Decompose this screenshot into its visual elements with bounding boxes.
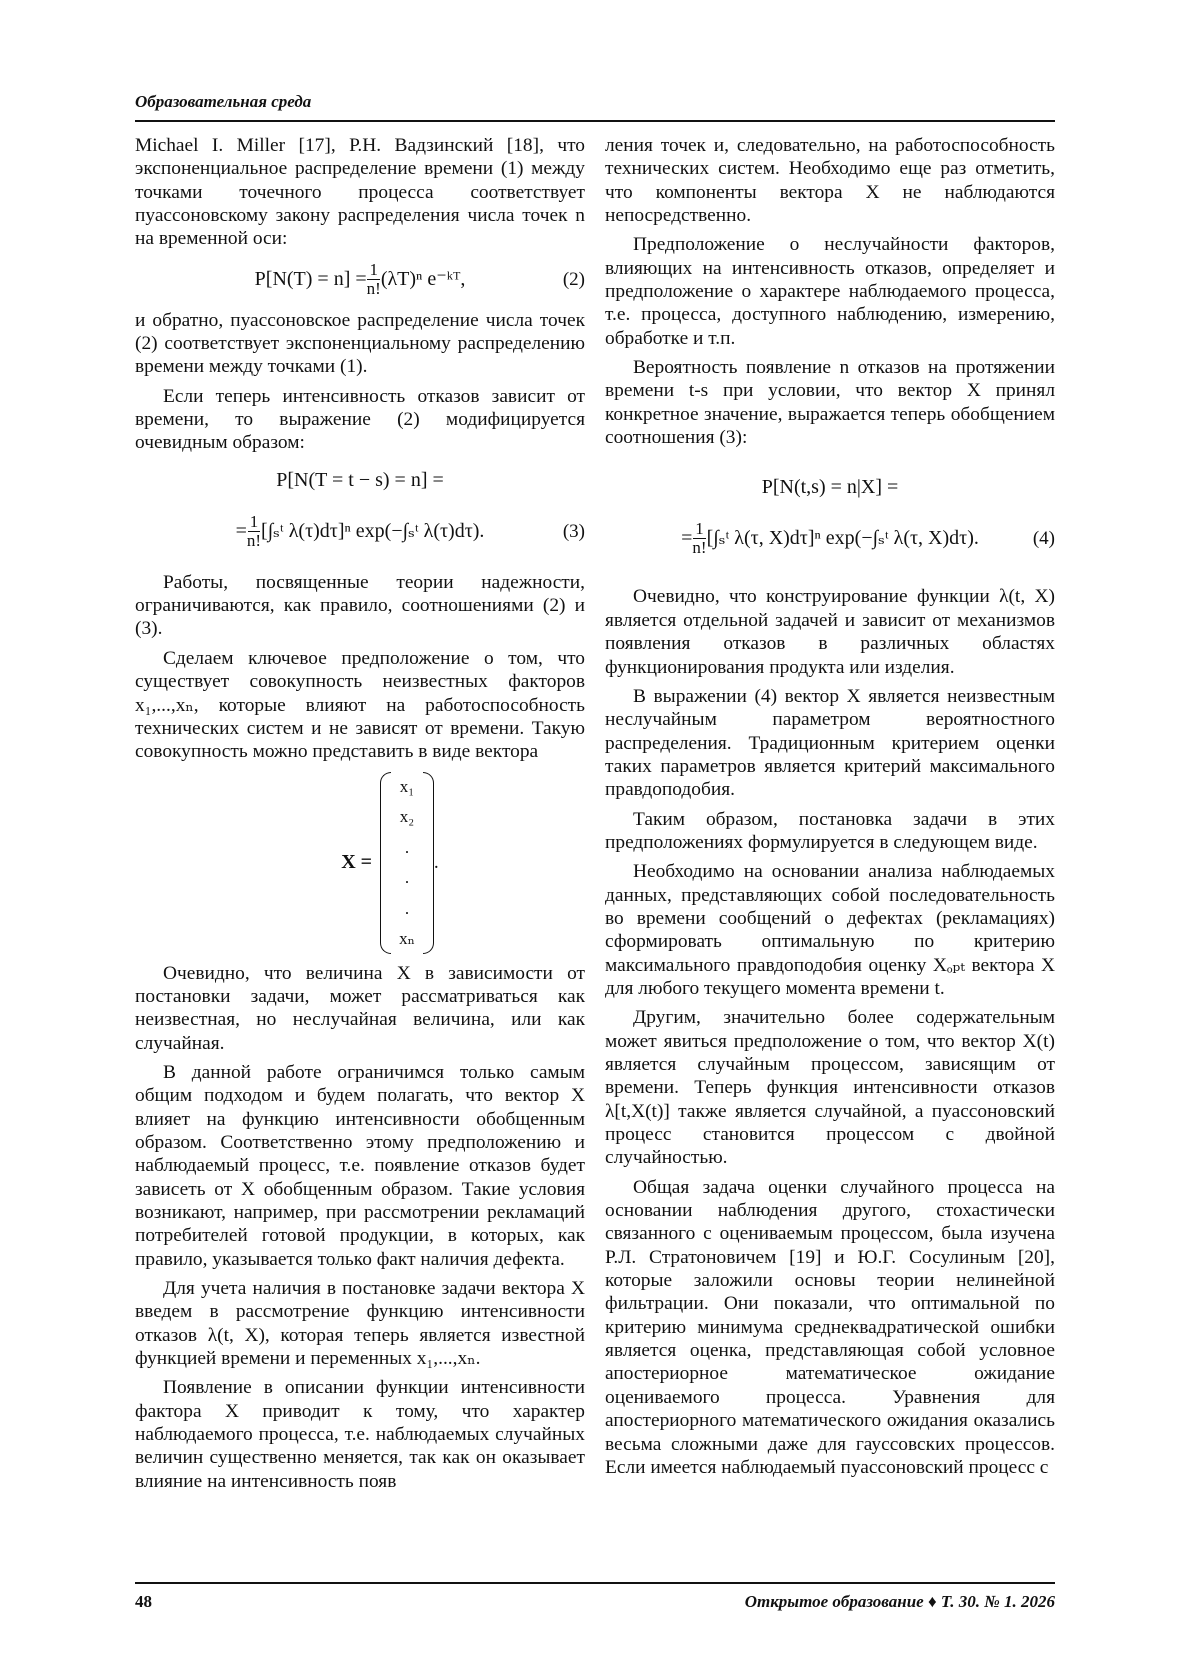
eq2-numerator: 1 bbox=[369, 260, 378, 280]
vector-item: xₙ bbox=[399, 929, 415, 949]
eq2-lhs: P[N(T) = n] = bbox=[254, 268, 367, 291]
eq4-fraction bbox=[692, 520, 706, 557]
vector-item: . bbox=[404, 898, 410, 918]
right-column bbox=[605, 134, 1055, 1479]
vector-items bbox=[391, 775, 423, 951]
right-paragraph-9: Общая задача оценки случайного процесса на основании наблюдения другого, стохастически связанного с оцениваемым процессом, была изучена Р.Л. Стратоновичем [19] и Ю.Г. Сосулиным [20], которые заложили основы теории нелинейной фильтрации. Они показали, что оптимальной по критерию минимума среднеквадратической ошибки является оценка, представляющая собой условное апостериорное математическое ожидание оцениваемого процесса. Уравнения для апостериорного математического ожидания оказались весьма сложными даже для гауссовских процессов. Если имеется наблюдаемый пуассоновский процесс с bbox=[605, 1176, 1055, 1478]
right-paragraph-1: ления точек и, следовательно, на работоспособность технических систем. Необходимо еще раз отметить, что компоненты вектора X не наблюдаются непосредственно. bbox=[605, 135, 1055, 227]
eq4-equals: = bbox=[681, 526, 693, 549]
eq3-denominator: n! bbox=[246, 531, 262, 551]
page-number: 48 bbox=[135, 1592, 152, 1611]
equation-4-line-1 bbox=[605, 467, 1055, 507]
left-paragraph-1: Michael I. Miller [17], Р.Н. Вадзинский [18], что экспоненциальное распределение времени (1) между точками точечного процесса соответствует пуассоновскому закону распределения числа точек n на временной оси: bbox=[135, 135, 585, 250]
left-paragraph-8: Для учета наличия в постановке задачи вектора Х введем в рассмотрение функцию интенсивности отказов λ(t, X), которая теперь является известной функцией времени и переменных x₁,...,xₙ. bbox=[135, 1278, 585, 1370]
journal-info: Открытое образование ♦ Т. 30. № 1. 2026 bbox=[744, 1592, 1055, 1611]
running-header: Образовательная среда bbox=[135, 92, 312, 111]
equation-3-line-2 bbox=[135, 501, 585, 563]
equation-3-line-1 bbox=[135, 461, 585, 501]
right-paragraph-4: Очевидно, что конструирование функции λ(t, X) является отдельной задачей и зависит от механизмов появления отказов в различных областях функционирования продукта или изделия. bbox=[605, 586, 1055, 678]
equation-2 bbox=[135, 251, 585, 309]
eq2-number: (2) bbox=[562, 269, 585, 291]
eq3-equals: = bbox=[235, 520, 247, 543]
eq2-rhs: (λT)ⁿ e⁻ᵏᵀ, bbox=[380, 268, 466, 291]
left-column bbox=[135, 134, 585, 1493]
left-paragraph-6: Очевидно, что величина X в зависимости от постановки задачи, может рассматриваться как неизвестная, но неслучайная величина, или как случайная. bbox=[135, 962, 585, 1054]
vector-item: x₁ bbox=[399, 776, 415, 796]
footer-rule bbox=[135, 1582, 1055, 1584]
right-paragraph-2: Предположение о неслучайности факторов, влияющих на интенсивность отказов, определяет и предположение о характере наблюдаемого процесса, т.е. процесса, доступного наблюдению, измерению, обработке и т.п. bbox=[605, 234, 1055, 349]
vector-x bbox=[195, 768, 585, 958]
vector-label: X = bbox=[341, 850, 373, 873]
right-paragraph-5: В выражении (4) вектор X является неизвестным неслучайным параметром вероятностного распределения. Традиционным критерием оценки таких параметров является критерий максимального правдоподобия. bbox=[605, 685, 1055, 801]
equation-4-line-2 bbox=[605, 507, 1055, 569]
left-paren bbox=[380, 772, 391, 954]
eq4-number: (4) bbox=[1032, 527, 1055, 549]
eq3-line1: P[N(T = t − s) = n] = bbox=[276, 469, 444, 492]
eq3-fraction bbox=[247, 513, 261, 550]
left-paragraph-3: Если теперь интенсивность отказов зависит от времени, то выражение (2) модифицируется очевидным образом: bbox=[135, 385, 585, 454]
header-rule bbox=[135, 120, 1055, 122]
left-paragraph-2: и обратно, пуассоновское распределение числа точек (2) соответствует экспоненциальному распределению времени между точками (1). bbox=[135, 309, 585, 378]
left-paragraph-5: Сделаем ключевое предположение о том, что существует совокупность неизвестных факторов x₁,...,xₙ, которые влияют на работоспособность технических систем и не зависят от времени. Такую совокупность можно представить в виде вектора bbox=[135, 647, 585, 763]
eq4-line1: P[N(t,s) = n|X] = bbox=[761, 475, 899, 498]
eq2-denominator: n! bbox=[366, 279, 381, 299]
vector-item: . bbox=[404, 868, 410, 888]
right-paragraph-6: Таким образом, постановка задачи в этих предположениях формулируется в следующем виде. bbox=[605, 808, 1055, 853]
left-paragraph-4: Работы, посвященные теории надежности, ограничиваются, как правило, соотношениями (2) и (3). bbox=[135, 571, 585, 640]
eq3-body: [∫ₛᵗ λ(τ)dτ]ⁿ exp(−∫ₛᵗ λ(τ)dτ). bbox=[261, 520, 485, 543]
right-paragraph-3: Вероятность появление n отказов на протяжении времени t-s при условии, что вектор X принял конкретное значение, выражается теперь обобщением соотношения (3): bbox=[605, 357, 1055, 449]
right-paragraph-8: Другим, значительно более содержательным может явиться предположение о том, что вектор X(t) является случайным процессом, зависящим от времени. Теперь функция интенсивности отказов λ[t,X(t)] также является случайной, а пуассоновский процесс становится процессом с двойной случайностью. bbox=[605, 1007, 1055, 1169]
eq3-numerator: 1 bbox=[249, 512, 259, 532]
vector-item: . bbox=[404, 837, 410, 857]
eq2-fraction bbox=[367, 261, 381, 298]
vector-end: . bbox=[433, 851, 439, 873]
left-paragraph-7: В данной работе ограничимся только самым общим подходом и будем полагать, что вектор X влияет на функцию интенсивности обобщенным образом. Соответственно этому предположению и наблюдаемый процесс, т.е. появление отказов будет зависеть от X обобщенным образом. Такие условия возникают, например, при рассмотрении рекламаций потребителей готовой продукции, в которых, как правило, указывается только факт наличия дефекта. bbox=[135, 1061, 585, 1270]
vector-item: x₂ bbox=[399, 807, 415, 827]
eq3-number: (3) bbox=[562, 521, 585, 543]
right-paren bbox=[423, 772, 434, 954]
eq4-body: [∫ₛᵗ λ(τ, X)dτ]ⁿ exp(−∫ₛᵗ λ(τ, X)dτ). bbox=[706, 526, 979, 549]
eq4-numerator: 1 bbox=[695, 518, 704, 538]
right-paragraph-7: Необходимо на основании анализа наблюдаемых данных, представляющих собой последовательность во времени сообщений о дефектах (рекламациях) сформировать оптимальную по критерию максимального правдоподобия оценку Xₒₚₜ вектора X для любого текущего момента времени t. bbox=[605, 861, 1055, 999]
left-paragraph-9: Появление в описании функции интенсивности фактора X приводит к тому, что характер наблюдаемого процесса, т.е. наблюдаемых случайных величин существенно меняется, так как он оказывает влияние на интенсивность появ bbox=[135, 1377, 585, 1492]
eq4-denominator: n! bbox=[692, 537, 707, 557]
